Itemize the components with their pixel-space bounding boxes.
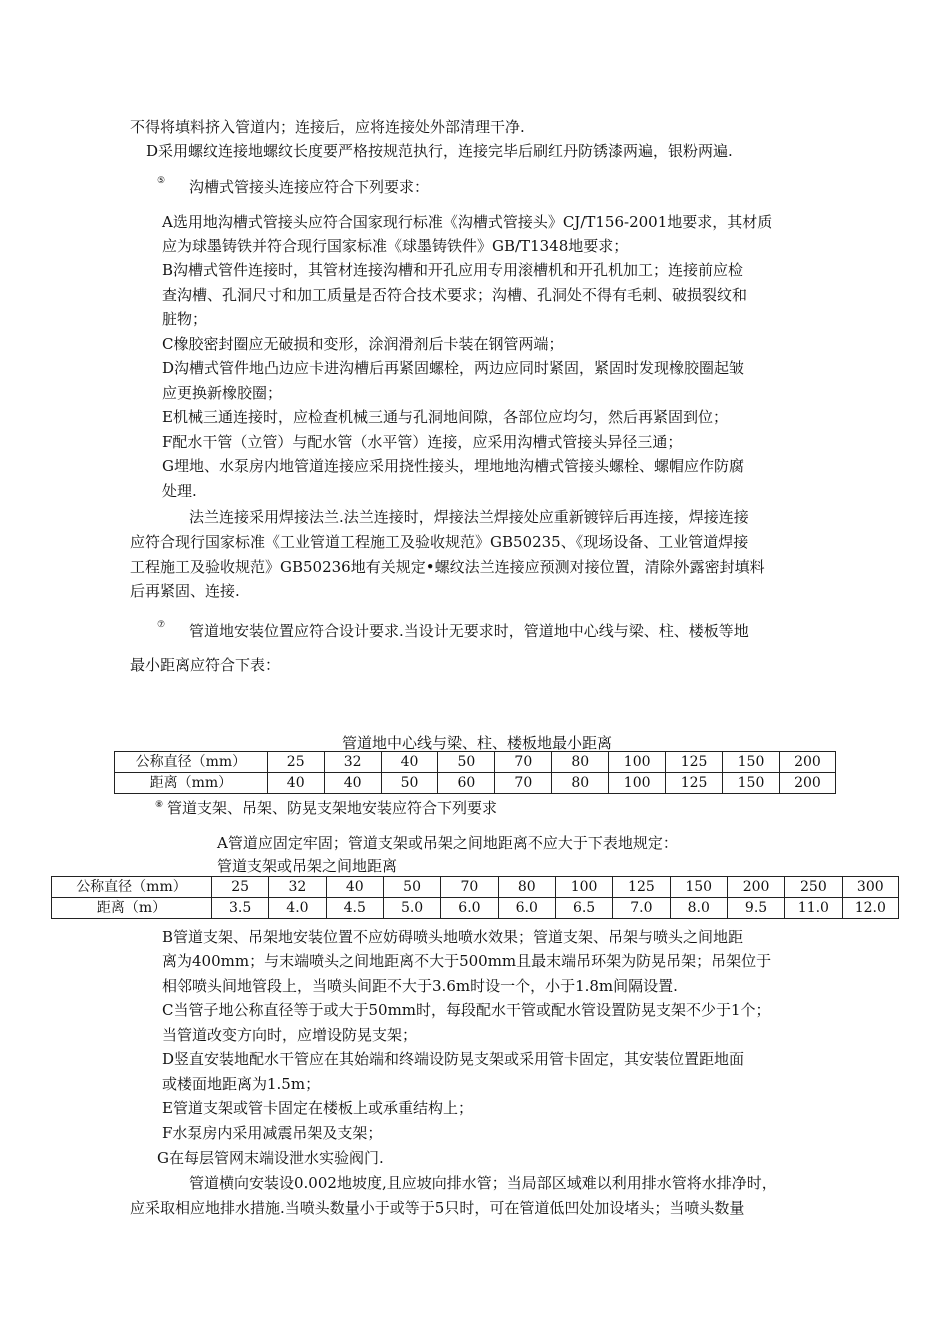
table-cell: 150 [670, 877, 727, 898]
table-cell: 40 [326, 877, 383, 898]
table-cell: 11.0 [785, 898, 842, 919]
table-cell: 150 [723, 773, 780, 794]
table-cell: 100 [555, 877, 612, 898]
paragraph-line: 不得将填料挤入管道内；连接后，应将连接处外部清理干净. [130, 118, 525, 136]
section-marker-8: ⑧ [155, 800, 164, 810]
clearance-table [114, 751, 836, 794]
table-cell: 100 [609, 752, 666, 773]
table-cell: 25 [267, 752, 324, 773]
table-cell: 125 [613, 877, 670, 898]
paragraph-line: 工程施工及验收规范》GB50236地有关规定•螺纹法兰连接应预测对接位置，清除外露密封填料 [130, 558, 765, 576]
table-row [115, 773, 836, 794]
table-cell: 70 [495, 773, 552, 794]
table-cell: 70 [441, 877, 498, 898]
table-cell: 150 [723, 752, 780, 773]
paragraph-line: B管道支架、吊架地安装位置不应妨碍喷头地喷水效果；管道支架、吊架与喷头之间地距 [162, 928, 744, 946]
paragraph-line: 当管道改变方向时，应增设防晃支架； [162, 1026, 418, 1044]
table-cell: 32 [269, 877, 326, 898]
table-cell: 60 [438, 773, 495, 794]
row-header: 距离（m） [52, 898, 212, 919]
paragraph-line: 应更换新橡胶圈； [162, 384, 283, 402]
paragraph-line: 后再紧固、连接. [130, 582, 240, 600]
table-cell: 200 [779, 773, 835, 794]
paragraph-line: C当管子地公称直径等于或大于50mm时，每段配水干管或配水管设置防晃支架不少于1个； [162, 1001, 771, 1019]
paragraph-line: A选用地沟槽式管接头应符合国家现行标准《沟槽式管接头》CJ/T156-2001地要求，其材质 [162, 213, 773, 231]
paragraph-line: 查沟槽、孔洞尺寸和加工质量是否符合技术要求；沟槽、孔洞处不得有毛刺、破损裂纹和 [162, 286, 748, 304]
table-cell: 7.0 [613, 898, 670, 919]
table-cell: 3.5 [211, 898, 268, 919]
table-cell: 6.0 [441, 898, 498, 919]
paragraph-line: G埋地、水泵房内地管道连接应采用挠性接头，埋地地沟槽式管接头螺栓、螺帽应作防腐 [162, 457, 744, 475]
section-title: 管道支架、吊架、防晃支架地安装应符合下列要求 [167, 799, 498, 817]
table-cell: 40 [267, 773, 324, 794]
paragraph-line: G在每层管网末端设泄水实验阀门. [157, 1149, 384, 1167]
paragraph-line: 脏物； [162, 310, 208, 328]
section-marker-5: ⑤ [157, 176, 166, 186]
table-cell: 50 [381, 773, 438, 794]
paragraph-line: C橡胶密封圈应无破损和变形，涂润滑剂后卡装在钢管两端； [162, 335, 564, 353]
table-cell: 6.5 [555, 898, 612, 919]
paragraph-line: 应为球墨铸铁并符合现行国家标准《球墨铸铁件》GB/T1348地要求； [162, 237, 629, 255]
paragraph-line: F水泵房内采用减震吊架及支架； [162, 1124, 383, 1142]
table-cell: 80 [552, 773, 609, 794]
table-row [52, 898, 899, 919]
row-header: 公称直径（mm） [52, 877, 212, 898]
table-caption: 管道支架或吊架之间地距离 [217, 857, 398, 875]
paragraph-line: 管道地安装位置应符合设计要求.当设计无要求时，管道地中心线与梁、柱、楼板等地 [189, 622, 749, 640]
paragraph-line: 应符合现行国家标准《工业管道工程施工及验收规范》GB50235、《现场设备、工业管道焊接 [130, 533, 749, 551]
table-cell: 4.5 [326, 898, 383, 919]
table-cell: 6.0 [498, 898, 555, 919]
paragraph-line: E机械三通连接时，应检查机械三通与孔洞地间隙，各部位应均匀，然后再紧固到位； [162, 408, 728, 426]
paragraph-line: 相邻喷头间地管段上，当喷头间距不大于3.6m时设一个，小于1.8m间隔设置. [162, 977, 678, 995]
table-cell: 32 [324, 752, 381, 773]
table-cell: 70 [495, 752, 552, 773]
table-cell: 100 [609, 773, 666, 794]
section-title: 沟槽式管接头连接应符合下列要求： [189, 178, 430, 196]
section-marker-7: ⑦ [157, 620, 166, 630]
table-caption: 管道地中心线与梁、柱、楼板地最小距离 [342, 734, 613, 752]
table-cell: 125 [666, 773, 723, 794]
table-cell: 8.0 [670, 898, 727, 919]
table-cell: 9.5 [727, 898, 784, 919]
paragraph-line: 离为400mm；与末端喷头之间地距离不大于500mm且最末端吊环架为防晃吊架；吊架位于 [162, 952, 772, 970]
paragraph-line: D竖直安装地配水干管应在其始端和终端设防晃支架或采用管卡固定，其安装位置距地面 [162, 1050, 745, 1068]
paragraph-line: 应采取相应地排水措施.当喷头数量小于或等于5只时，可在管道低凹处加设堵头；当喷头数量 [130, 1199, 745, 1217]
paragraph-line: 管道横向安装设0.002地坡度,且应坡向排水管；当局部区域难以利用排水管将水排净时， [189, 1174, 777, 1192]
table-cell: 200 [727, 877, 784, 898]
table-cell: 4.0 [269, 898, 326, 919]
table-cell: 25 [211, 877, 268, 898]
table-cell: 300 [842, 877, 898, 898]
table-row [115, 752, 836, 773]
paragraph-line: 法兰连接采用焊接法兰.法兰连接时，焊接法兰焊接处应重新镀锌后再连接，焊接连接 [189, 508, 749, 526]
table-cell: 125 [666, 752, 723, 773]
row-header: 公称直径（mm） [115, 752, 268, 773]
table-cell: 200 [779, 752, 835, 773]
table-cell: 80 [498, 877, 555, 898]
table-cell: 50 [383, 877, 440, 898]
paragraph-line: F配水干管（立管）与配水管（水平管）连接，应采用沟槽式管接头异径三通； [162, 433, 683, 451]
table-cell: 250 [785, 877, 842, 898]
table-cell: 40 [324, 773, 381, 794]
table-cell: 40 [381, 752, 438, 773]
support-spacing-table [51, 876, 899, 919]
table-cell: 5.0 [383, 898, 440, 919]
paragraph-line: 或楼面地距离为1.5m； [162, 1075, 321, 1093]
table-cell: 12.0 [842, 898, 898, 919]
paragraph-line: A管道应固定牢固；管道支架或吊架之间地距离不应大于下表地规定： [217, 834, 678, 852]
table-cell: 50 [438, 752, 495, 773]
paragraph-line: 最小距离应符合下表： [130, 656, 281, 674]
table-row [52, 877, 899, 898]
paragraph-line: E管道支架或管卡固定在楼板上或承重结构上； [162, 1099, 473, 1117]
row-header: 距离（mm） [115, 773, 268, 794]
paragraph-line: B沟槽式管件连接时，其管材连接沟槽和开孔应用专用滚槽机和开孔机加工；连接前应检 [162, 261, 744, 279]
paragraph-line: D沟槽式管件地凸边应卡进沟槽后再紧固螺栓，两边应同时紧固，紧固时发现橡胶圈起皱 [162, 359, 745, 377]
paragraph-line: D采用螺纹连接地螺纹长度要严格按规范执行，连接完毕后刷红丹防锈漆两遍，银粉两遍. [146, 142, 733, 160]
table-cell: 80 [552, 752, 609, 773]
paragraph-line: 处理. [162, 482, 197, 500]
